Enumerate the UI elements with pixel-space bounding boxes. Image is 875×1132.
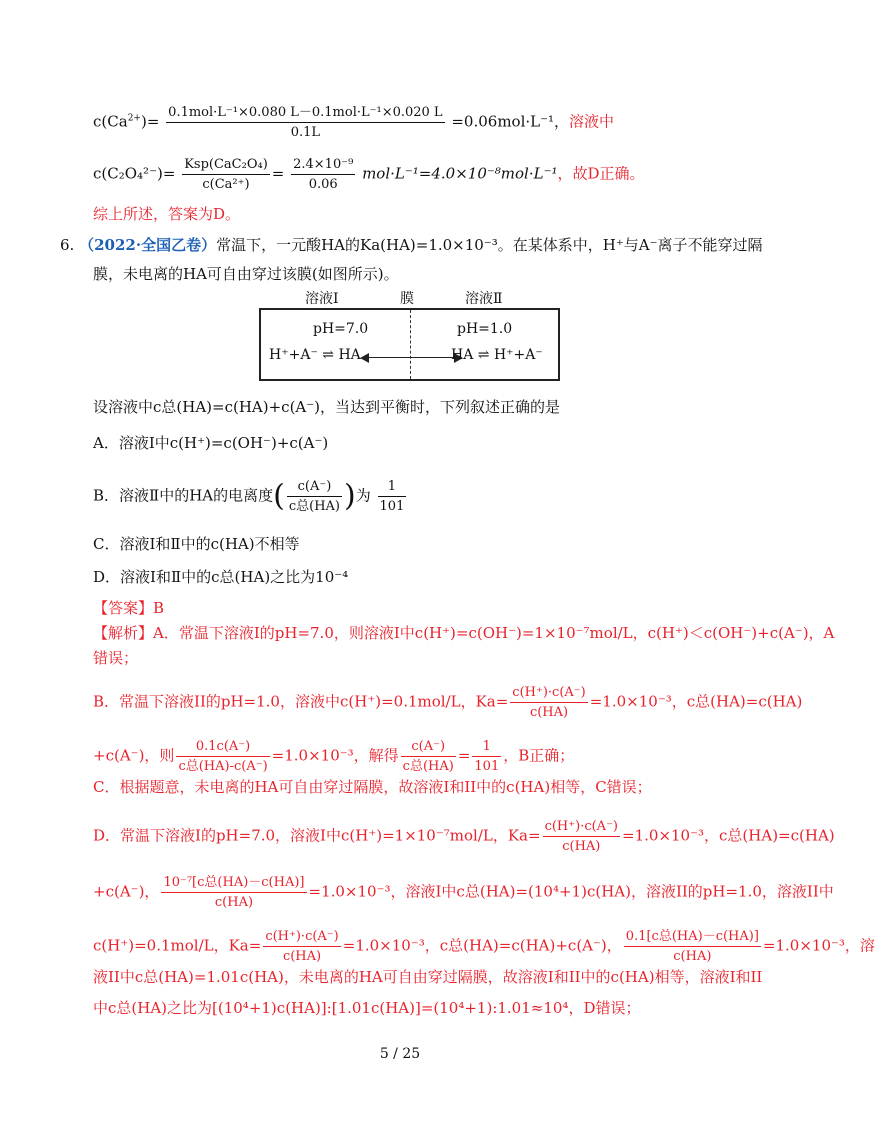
- summary-text: 综上所述，答案为D。: [93, 205, 241, 223]
- option-d: D．溶液Ⅰ和Ⅱ中的c总(HA)之比为10⁻⁴: [93, 568, 349, 586]
- option-b-fraction: [287, 478, 342, 515]
- analysis-b1-prefix: B．常温下溶液II的pH=1.0，溶液中c(H⁺)=0.1mol/L，Ka=: [93, 692, 509, 711]
- value-fraction: [291, 156, 355, 193]
- analysis-d3-fraction: [263, 928, 340, 965]
- diagram-equilibrium-left: H⁺+A⁻ ⇌ HA: [269, 347, 361, 363]
- analysis-d1-suffix: =1.0×10⁻³，c总(HA)=c(HA): [622, 826, 835, 845]
- option-b-denominator: c总(HA): [288, 499, 341, 514]
- analysis-d2-fraction: [161, 874, 306, 911]
- analysis-b2-fraction2: [401, 738, 456, 775]
- option-b-numerator: c(A⁻): [287, 478, 342, 497]
- analysis-d-line1: [93, 818, 835, 855]
- answer-label: 【答案】B: [93, 599, 165, 617]
- analysis-b2-denominator3: 101: [474, 759, 500, 774]
- ksp-fraction: [182, 156, 270, 193]
- value-numerator: 2.4×10⁻⁹: [291, 156, 355, 175]
- option-a: A．溶液Ⅰ中c(H⁺)=c(OH⁻)+c(A⁻): [93, 434, 329, 452]
- analysis-b2-prefix: +c(A⁻)，则: [93, 746, 175, 765]
- arrowhead-left-icon: [360, 353, 369, 363]
- ca-numerator: 0.1mol·L⁻¹×0.080 L－0.1mol·L⁻¹×0.020 L: [166, 104, 444, 123]
- option-b-value-denominator: 101: [379, 499, 405, 514]
- analysis-b1-fraction: [510, 684, 587, 721]
- option-c: C．溶液Ⅰ和Ⅱ中的c(HA)不相等: [93, 535, 300, 553]
- analysis-d1-fraction: [543, 818, 620, 855]
- ca-red-text: 溶液中: [569, 112, 615, 131]
- analysis-d1-prefix: D．常温下溶液I的pH=7.0，溶液I中c(H⁺)=1×10⁻⁷mol/L，Ka=: [93, 826, 541, 845]
- diagram-ph-left: pH=7.0: [313, 321, 369, 337]
- diffusion-arrow: [366, 357, 458, 358]
- ca-equation: [93, 104, 614, 141]
- ksp-denominator: c(Ca²⁺): [202, 177, 250, 192]
- analysis-d3-denominator2: c(HA): [673, 949, 712, 964]
- ca-sup: 2+: [127, 113, 141, 124]
- analysis-d1-denominator: c(HA): [562, 839, 601, 854]
- analysis-b-line2: [93, 738, 574, 775]
- paren-close: ): [344, 478, 356, 514]
- value-denominator: 0.06: [308, 177, 338, 192]
- question-source: （2022·全国乙卷）: [79, 236, 217, 254]
- analysis-b2-denominator: c总(HA)-c(A⁻): [178, 759, 268, 774]
- analysis-d3-prefix: c(H⁺)=0.1mol/L，Ka=: [93, 936, 262, 955]
- analysis-d2-prefix: +c(A⁻)，: [93, 882, 160, 901]
- paren-open: (: [273, 478, 285, 514]
- c2o4-red-text: ，故D正确。: [557, 164, 645, 183]
- diagram-equilibrium-right: HA ⇌ H⁺+A⁻: [451, 347, 543, 363]
- c2o4-label: c(C₂O₄²⁻)=: [93, 164, 176, 183]
- ksp-numerator: Ksp(CaC₂O₄): [182, 156, 270, 175]
- question-setup: 设溶液中c总(HA)=c(HA)+c(A⁻)，当达到平衡时，下列叙述正确的是: [93, 398, 561, 416]
- membrane-dashed-line: [410, 310, 411, 379]
- analysis-d3-denominator: c(HA): [282, 949, 322, 964]
- analysis-d3-suffix: =1.0×10⁻³，溶: [762, 936, 875, 955]
- analysis-d3-numerator2: 0.1[c总(HA)－c(HA)]: [624, 928, 761, 947]
- option-b-value-numerator: 1: [378, 478, 407, 497]
- diagram-label-right: 溶液Ⅱ: [465, 291, 503, 307]
- analysis-d2-suffix: =1.0×10⁻³，溶液I中c总(HA)=(10⁴+1)c(HA)，溶液II的pH=1.0，溶液II中: [308, 882, 834, 901]
- option-b-prefix: B．溶液Ⅱ中的HA的电离度: [93, 486, 274, 505]
- c2o4-equation: c(C₂O₄²⁻)= $\frac{\text{Ksp(CaC₂O₄)}}{\text{c(Ca²⁺)}}$ = $\frac{\text{2.4×10⁻⁹}}{0.06}$ mol·L⁻¹=4.0×10⁻⁸mol·L⁻¹，故D正确。: [93, 157, 645, 192]
- analysis-b1-suffix: =1.0×10⁻³，c总(HA)=c(HA): [589, 692, 803, 711]
- ca-label: c(Ca: [93, 112, 128, 131]
- analysis-d2-numerator: 10⁻⁷[c总(HA)－c(HA)]: [161, 874, 306, 893]
- diagram-ph-right: pH=1.0: [457, 321, 513, 337]
- analysis-b2-middle: =1.0×10⁻³，解得: [271, 746, 399, 765]
- ca-eq: )=: [140, 112, 160, 131]
- option-b: [93, 478, 408, 515]
- option-b-suffix: 为: [355, 486, 371, 505]
- analysis-b1-denominator: c(HA): [529, 705, 569, 720]
- analysis-b2-denominator2: c总(HA): [402, 759, 454, 774]
- page-number: 5 / 25: [379, 1046, 421, 1062]
- membrane-diagram: [259, 308, 560, 381]
- analysis-a-line2: 错误；: [93, 649, 139, 667]
- question-stem-1: 常温下，一元酸HA的Ka(HA)=1.0×10⁻³。在某体系中，H⁺与A⁻离子不能穿过隔: [216, 236, 763, 254]
- ca-denominator: 0.1L: [290, 125, 321, 140]
- analysis-b2-equals: =: [457, 746, 471, 765]
- analysis-d3-fraction2: [624, 928, 761, 965]
- question-stem-line1: [60, 234, 763, 256]
- analysis-b2-numerator: 0.1c(A⁻): [176, 738, 269, 757]
- ca-fraction: [166, 104, 444, 141]
- analysis-b-line1: [93, 684, 802, 721]
- analysis-d1-numerator: c(H⁺)·c(A⁻): [543, 818, 620, 837]
- analysis-d-line5: 中c总(HA)之比为[(10⁴+1)c(HA)]:[1.01c(HA)]=(10⁴+1):1.01≈10⁴，D错误；: [93, 999, 641, 1017]
- analysis-d-line3: [93, 928, 875, 965]
- question-number: 6.: [60, 236, 75, 254]
- analysis-b2-numerator2: c(A⁻): [401, 738, 456, 757]
- diagram-label-left: 溶液Ⅰ: [305, 291, 339, 307]
- analysis-d3-middle: =1.0×10⁻³，c总(HA)=c(HA)+c(A⁻)，: [342, 936, 622, 955]
- analysis-c-line: C．根据题意，未电离的HA可自由穿过隔膜，故溶液I和II中的c(HA)相等，C错误；: [93, 778, 652, 796]
- analysis-b2-fraction: [176, 738, 269, 775]
- diagram-label-membrane: 膜: [400, 291, 414, 307]
- analysis-b2-suffix: ，B正确；: [503, 746, 575, 765]
- c2o4-result: mol·L⁻¹=4.0×10⁻⁸mol·L⁻¹: [362, 164, 558, 183]
- analysis-a-line1: 【解析】A．常温下溶液I的pH=7.0，则溶液I中c(H⁺)=c(OH⁻)=1×10⁻⁷mol/L，c(H⁺)＜c(OH⁻)+c(A⁻)，A: [93, 624, 835, 642]
- question-stem-2: 膜，未电离的HA可自由穿过该膜(如图所示)。: [93, 265, 399, 283]
- analysis-d2-denominator: c(HA): [214, 895, 254, 910]
- analysis-b1-numerator: c(H⁺)·c(A⁻): [510, 684, 587, 703]
- analysis-d3-numerator: c(H⁺)·c(A⁻): [263, 928, 340, 947]
- analysis-d-line2: [93, 874, 834, 911]
- analysis-b2-numerator3: 1: [472, 738, 501, 757]
- option-b-value-fraction: [378, 478, 407, 515]
- analysis-d-line4: 液II中c总(HA)=1.01c(HA)，未电离的HA可自由穿过隔膜，故溶液I和II中的c(HA)相等，溶液I和II: [93, 968, 763, 986]
- analysis-b2-fraction3: [472, 738, 501, 775]
- ca-result: =0.06mol·L⁻¹，: [451, 112, 570, 131]
